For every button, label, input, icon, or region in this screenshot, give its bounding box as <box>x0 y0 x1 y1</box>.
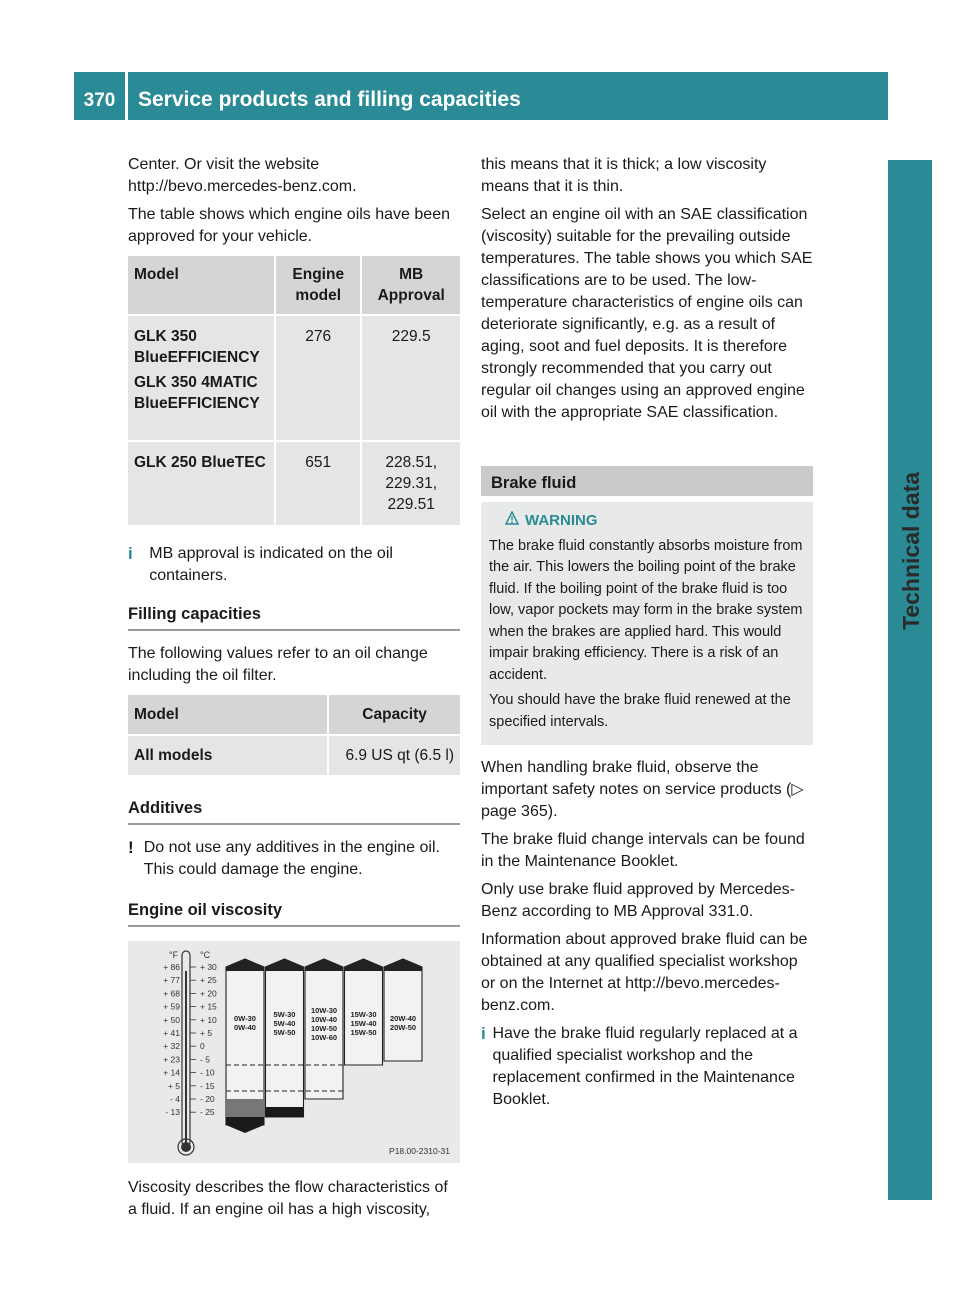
viscosity-chart <box>128 941 460 1163</box>
approved-oils-text: The table shows which engine oils have been approved for your vehicle. <box>128 206 450 245</box>
viscosity-grade-label: 10W-50 <box>310 1024 338 1033</box>
f-tick-label: + 77 <box>163 975 180 986</box>
viscosity-grade-label: 5W-50 <box>273 1028 296 1037</box>
f-tick-label: - 13 <box>165 1107 180 1118</box>
warning-box <box>481 502 813 745</box>
info-icon: i <box>128 544 133 563</box>
table-row <box>128 734 460 775</box>
f-label: °F <box>169 950 179 960</box>
left-column <box>128 154 460 1227</box>
viscosity-grade-label: 10W-60 <box>310 1033 338 1042</box>
viscosity-bar <box>266 959 304 1117</box>
f-tick-label: + 5 <box>167 1080 180 1091</box>
c-tick-label: - 20 <box>200 1094 215 1104</box>
f-tick-label: + 59 <box>163 1001 180 1012</box>
model-cell: GLK 350 BlueEFFICIENCY <box>134 328 260 366</box>
viscosity-grade-label: 5W-40 <box>273 1019 296 1028</box>
c-tick-label: + 20 <box>200 988 217 999</box>
handling-text: When handling brake fluid, observe the important safety notes on service products (▷ page 365). <box>481 759 804 820</box>
viscosity-continued: this means that it is thick; a low viscosity means that it is thin. <box>481 156 767 195</box>
viscosity-bar <box>305 959 343 1099</box>
viscosity-text: Viscosity describes the flow characteristics of a fluid. If an engine oil has a high viscosity, <box>128 1179 448 1218</box>
viscosity-grade-label: 10W-40 <box>310 1015 338 1024</box>
f-tick-label: + 41 <box>163 1028 180 1038</box>
c-tick-label: - 25 <box>200 1107 215 1118</box>
c-label: °C <box>200 950 211 960</box>
caution-text: Do not use any additives in the engine oil. This could damage the engine. <box>143 839 440 878</box>
right-column <box>481 154 813 1111</box>
model-cell: GLK 350 4MATIC BlueEFFICIENCY <box>134 374 260 412</box>
approval-cell: 228.51, 229.31, 229.51 <box>360 440 460 525</box>
col-header-model: Model <box>128 695 327 734</box>
viscosity-chart-svg <box>128 941 460 1163</box>
section-heading: Additives <box>128 797 460 825</box>
f-tick-label: + 32 <box>163 1041 180 1052</box>
section-heading: Filling capacities <box>128 603 460 631</box>
viscosity-grade-label: 0W-30 <box>234 1014 256 1023</box>
f-tick-label: + 50 <box>163 1014 180 1025</box>
brake-fluid-heading: Brake fluid <box>481 466 813 496</box>
f-tick-label: + 68 <box>163 988 180 999</box>
bar-base <box>226 1099 264 1117</box>
information-text: Information about approved brake fluid can be obtained at any qualified specialist workshop or on the Internet at http://bevo.mercedes-benz.com. <box>481 931 808 1014</box>
table-row <box>128 314 460 440</box>
intervals-text: The brake fluid change intervals can be found in the Maintenance Booklet. <box>481 831 805 870</box>
section-heading: Engine oil viscosity <box>128 899 460 927</box>
approval-cell: 229.5 <box>360 314 460 440</box>
col-header-engine: Engine model <box>274 256 360 314</box>
f-tick-label: + 14 <box>163 1067 180 1078</box>
intro-text: Center. Or visit the website http://bevo.mercedes-benz.com. <box>128 156 357 195</box>
c-tick-label: 0 <box>200 1041 205 1052</box>
engine-cell: 651 <box>274 440 360 525</box>
f-tick-label: + 23 <box>163 1054 180 1065</box>
capacity-cell: 6.9 US qt (6.5 l) <box>327 734 460 775</box>
model-cell: GLK 250 BlueTEC <box>128 440 274 525</box>
warning-triangle-icon <box>505 510 519 532</box>
info-icon: i <box>481 1024 486 1043</box>
col-header-approval: MB Approval <box>360 256 460 314</box>
col-header-capacity: Capacity <box>327 695 460 734</box>
viscosity-grade-label: 15W-30 <box>350 1010 377 1019</box>
viscosity-grade-label: 15W-40 <box>350 1019 377 1028</box>
viscosity-bar <box>345 959 383 1065</box>
c-tick-label: - 5 <box>200 1054 210 1065</box>
filling-text: The following values refer to an oil change including the oil filter. <box>128 645 428 684</box>
bar-base <box>266 1107 304 1117</box>
c-tick-label: + 10 <box>200 1014 217 1025</box>
c-tick-label: + 25 <box>200 975 217 986</box>
engine-cell: 276 <box>274 314 360 440</box>
viscosity-grade-label: 10W-30 <box>310 1006 338 1015</box>
capacity-table <box>128 695 460 775</box>
section-tab <box>888 160 932 1200</box>
info-text: MB approval is indicated on the oil containers. <box>149 545 393 584</box>
approved-fluid-text: Only use brake fluid approved by Mercedes-Benz according to MB Approval 331.0. <box>481 881 795 920</box>
c-tick-label: + 15 <box>200 1001 217 1012</box>
caution-note <box>128 837 460 881</box>
viscosity-grade-label: 0W-40 <box>234 1023 256 1032</box>
page-title: Service products and filling capacities <box>138 88 521 111</box>
f-tick-label: + 86 <box>163 962 180 972</box>
viscosity-grade-label: 20W-40 <box>389 1014 417 1023</box>
model-cell: All models <box>128 734 327 775</box>
f-tick-label: - 4 <box>170 1094 180 1104</box>
section-tab-label: Technical data <box>898 471 924 630</box>
col-header-model: Model <box>128 256 274 314</box>
info-text: Have the brake fluid regularly replaced at a qualified specialist workshop and the replacement confirmed in the Maintenance Booklet. <box>492 1025 798 1108</box>
c-tick-label: + 5 <box>200 1028 213 1038</box>
sae-text: Select an engine oil with an SAE classification (viscosity) suitable for the prevailing outside temperatures. The table shows you which SAE classifications are to be used. The low-temperature characteristics of engine oils can deteriorate significantly, e.g. as a result of aging, soot and fuel deposits. It is therefore strongly recommended that you carry out regular oil changes using an approved engine oil with the appropriate SAE classification. <box>481 206 813 421</box>
viscosity-bars <box>226 959 422 1133</box>
table-row <box>128 440 460 525</box>
c-tick-label: + 30 <box>200 962 217 972</box>
warning-label: WARNING <box>525 512 598 529</box>
c-tick-label: - 10 <box>200 1067 215 1078</box>
warning-text: The brake fluid constantly absorbs moisture from the air. This lowers the boiling point of the brake fluid. If the boiling point of the brake fluid is too low, vapor pockets may form in the brake system when the brakes are applied hard. This would impair braking efficiency. There is a risk of an accident. <box>489 537 803 683</box>
viscosity-grade-label: 15W-50 <box>350 1028 377 1037</box>
exclamation-icon: ! <box>128 838 134 857</box>
warning-title <box>505 510 805 532</box>
warning-text: You should have the brake fluid renewed at the specified intervals. <box>489 692 791 730</box>
engine-oil-table <box>128 256 460 525</box>
figure-ref: P18.00-2310-31 <box>389 1146 450 1156</box>
c-tick-label: - 15 <box>200 1080 215 1091</box>
page-number: 370 <box>74 72 128 120</box>
viscosity-bar <box>384 959 422 1061</box>
viscosity-grade-label: 20W-50 <box>389 1023 417 1032</box>
viscosity-grade-label: 5W-30 <box>273 1010 296 1019</box>
info-note <box>481 1023 813 1111</box>
info-note <box>128 543 460 587</box>
bar-base <box>226 1117 264 1133</box>
page-header <box>74 72 888 120</box>
